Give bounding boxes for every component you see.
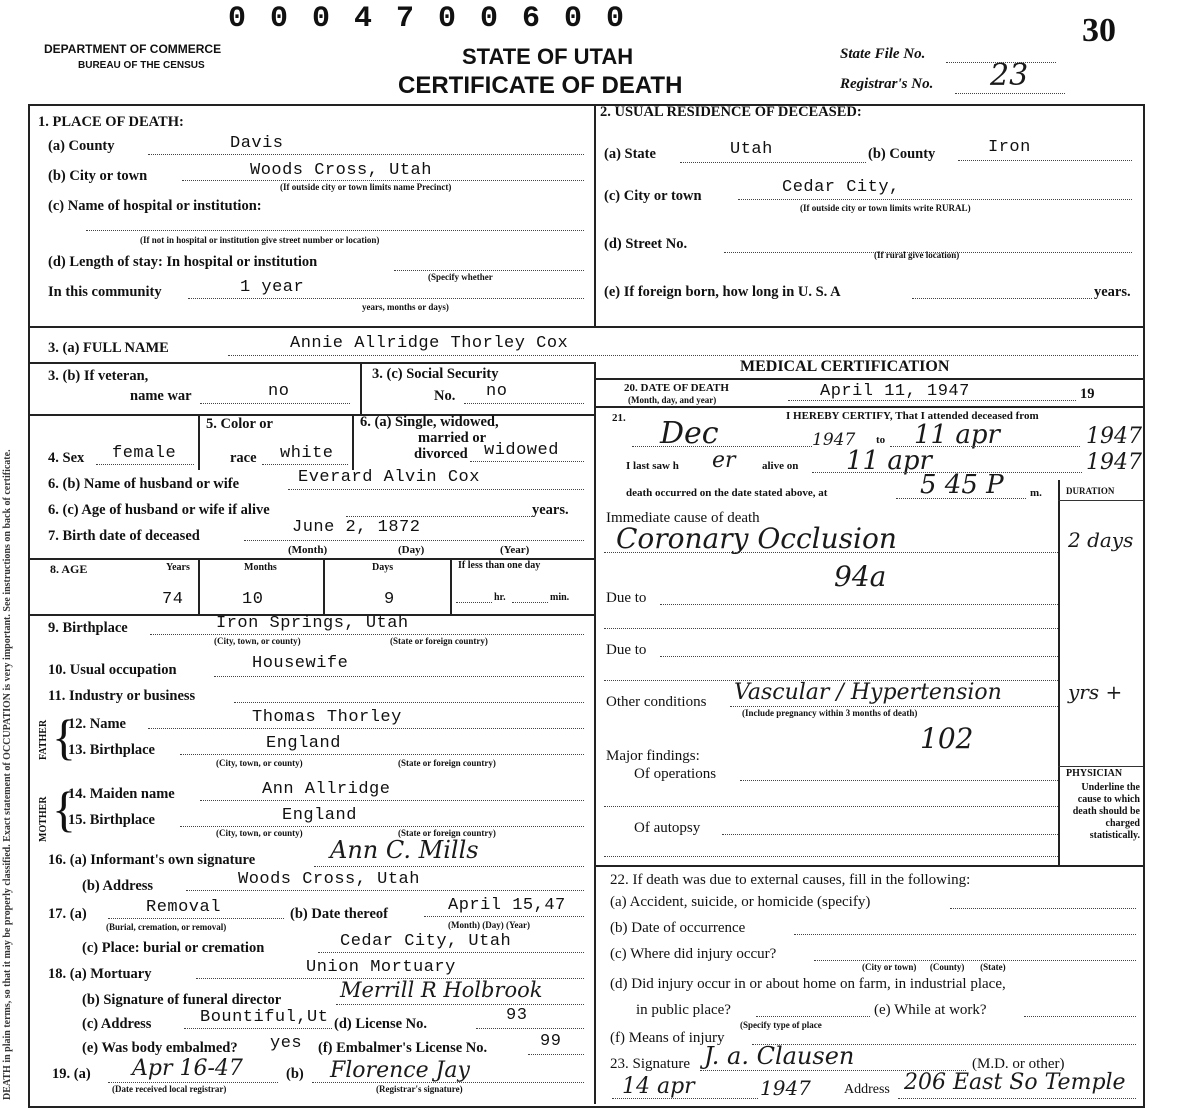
injury-place-label: (d) Did injury occur in or about home on farm, in industrial place, [610,976,1006,992]
informant-signature: Ann C. Mills [330,836,479,864]
race-line [262,464,348,465]
injury-location-note: (City or town) (County) (State) [862,962,1006,972]
age-years-value: 74 [162,590,184,609]
res-county-line [958,160,1132,161]
physician-address-label: Address [844,1082,890,1097]
community-value: 1 year [240,278,305,297]
physician-sig-year: 1947 [760,1076,811,1100]
mother-bp-state-note: (State or foreign country) [398,828,496,838]
injury-location-label: (c) Where did injury occur? [610,946,777,962]
informant-address-line [186,890,584,891]
father-bp-label: 13. Birthplace [68,742,155,758]
mother-bp-value: England [282,806,357,825]
veteran-label: 3. (b) If veteran, [48,368,149,384]
director-label: (b) Signature of funeral director [82,992,282,1008]
marital-line [470,461,584,462]
age-days-value: 9 [384,590,395,609]
spouse-age-line [346,516,532,517]
father-tag: FATHER [38,719,49,760]
physician-header-line [1058,766,1143,767]
birthplace-label: 9. Birthplace [48,620,128,636]
disposition-value: Removal [146,898,221,917]
major-findings-label: Major findings: [606,748,700,764]
ss-no-label: No. [434,388,456,404]
ss-value: no [486,382,508,401]
license-label: (d) License No. [334,1016,428,1032]
informant-address-label: (b) Address [82,878,154,894]
other-conditions-line [730,706,1058,707]
marital-label-3: divorced [414,446,468,462]
other-conditions-duration: yrs + [1068,680,1123,704]
license-line [476,1028,584,1029]
received-note: (Date received local registrar) [112,1084,227,1094]
attended-from-year: 1947 [812,430,856,450]
age-min-label: min. [550,592,570,603]
res-county-value: Iron [988,138,1031,157]
duration-col [1058,480,1060,865]
attended-to-year: 1947 [1086,424,1142,449]
disposition-label: 17. (a) [48,906,87,922]
cause-code-2: 102 [920,722,974,755]
disposition-line [108,918,284,919]
color-label: 5. Color or [206,416,273,432]
alive-year: 1947 [1086,450,1142,475]
birthplace-value: Iron Springs, Utah [216,614,409,633]
full-name-line [228,355,1138,356]
mother-name-label: 14. Maiden name [68,786,175,802]
registrar-no-label: Registrar's No. [840,76,934,92]
last-saw-label: I last saw h [626,460,679,472]
director-line [336,1004,584,1005]
age-hr-label: hr. [494,592,506,603]
death-county-line [148,154,584,155]
birthplace-state-note: (State or foreign country) [390,636,488,646]
divider-4-5 [198,414,200,470]
death-time-label: death occurred on the date stated above, at [626,487,828,499]
other-conditions-label: Other conditions [606,694,707,710]
war-value: no [268,382,290,401]
bureau-label: BUREAU OF THE CENSUS [78,60,205,71]
divider-medical-title [594,378,1143,380]
embalmed-label: (e) Was body embalmed? [82,1040,238,1056]
autopsy-label: Of autopsy [634,820,701,836]
dod-note: (Month, day, and year) [628,395,717,405]
dod-line [788,400,1076,401]
stay-line [394,270,584,271]
operations-line-2 [604,806,1058,807]
spouse-line [288,489,584,490]
injury-public-label: in public place? [636,1002,731,1018]
operations-label: Of operations [634,766,717,782]
ss-line [464,403,584,404]
birth-value: June 2, 1872 [292,518,421,537]
autopsy-line [722,834,1058,835]
burial-place-label: (c) Place: burial or cremation [82,940,265,956]
father-name-value: Thomas Thorley [252,708,402,727]
immediate-cause-value: Coronary Occlusion [616,522,897,555]
disposition-note: (Burial, cremation, or removal) [106,922,227,932]
registrar-no-value: 23 [990,58,1029,93]
burial-place-line [318,952,584,953]
registrar-sig-line [312,1082,584,1083]
embalmer-license-line [528,1054,584,1055]
death-city-value: Woods Cross, Utah [250,161,432,180]
birth-line [244,540,584,541]
hospital-label: (c) Name of hospital or institution: [48,198,262,214]
medical-title: MEDICAL CERTIFICATION [740,358,950,375]
disposition-date-label: (b) Date thereof [290,906,388,922]
at-work-line [1024,1016,1136,1017]
occupation-label: 10. Usual occupation [48,662,177,678]
due-to-1-label: Due to [606,590,647,606]
received-date: Apr 16-47 [132,1056,243,1081]
mother-name-value: Ann Allridge [262,780,391,799]
serial-number: 0 0 0 4 7 0 0 6 0 0 [228,2,628,36]
disposition-date-line [424,916,584,917]
mother-bp-city-note: (City, town, or county) [216,828,303,838]
age-less-header: If less than one day [458,560,541,571]
attended-to: 11 apr [914,420,1000,450]
mother-name-line [200,800,584,801]
age-days-header: Days [372,562,394,573]
injury-location-line [814,960,1136,961]
father-bp-line [180,754,584,755]
full-name-label: 3. (a) FULL NAME [48,340,169,356]
birth-label: 7. Birth date of deceased [48,528,200,544]
age-months-value: 10 [242,590,264,609]
occurrence-date-label: (b) Date of occurrence [610,920,746,936]
res-city-label: (c) City or town [604,188,702,204]
death-city-note: (If outside city or town limits name Precinct) [280,182,452,192]
divider-3b-3c [360,362,362,414]
res-county-label: (b) County [868,146,936,162]
stay-specify: (Specify whether [428,272,493,282]
marital-value: widowed [484,441,559,460]
race-label: race [230,450,257,466]
birthplace-city-note: (City, town, or county) [214,636,301,646]
age-col-1 [198,558,200,614]
registrar-no-line [955,93,1065,94]
duration-header-line [1058,500,1143,501]
attended-to-label: to [876,434,886,446]
death-city-line [182,180,584,181]
place-of-death-title: 1. PLACE OF DEATH: [38,114,184,130]
father-bp-value: England [266,734,341,753]
received-label: 19. (a) [52,1066,91,1082]
immediate-cause-line [604,552,1058,553]
physician-md-label: (M.D. or other) [972,1056,1065,1072]
autopsy-line-2 [604,856,1058,857]
embalmed-value: yes [270,1034,303,1053]
community-label: In this community [48,284,162,300]
birth-year-note: (Year) [500,544,530,556]
license-value: 93 [506,1006,528,1025]
birth-month-note: (Month) [288,544,328,556]
informant-line [314,866,584,867]
death-county-label: (a) County [48,138,115,154]
sex-line [96,464,194,465]
death-time-value: 5 45 P [920,470,1004,500]
disposition-date-value: April 15,47 [448,896,566,915]
physician-sig-label: 23. Signature [610,1056,690,1072]
spouse-age-years: years. [532,502,569,518]
state-title: STATE OF UTAH [462,44,634,69]
physician-sig-date: 14 apr [622,1074,695,1099]
sex-value: female [112,444,177,463]
injury-public-note: (Specify type of place [740,1020,822,1030]
burial-place-value: Cedar City, Utah [340,932,512,951]
death-county-value: Davis [230,134,284,153]
attended-from-line [632,446,812,447]
full-name-value: Annie Allridge Thorley Cox [290,334,569,353]
mother-tag: MOTHER [38,796,49,842]
received-line [108,1082,278,1083]
director-signature: Merrill R Holbrook [340,978,543,1002]
physician-note: Underline the cause to which death should be charged statistically. [1072,782,1140,841]
res-state-value: Utah [730,140,773,159]
occupation-line [214,676,584,677]
res-street-label: (d) Street No. [604,236,688,252]
due-to-2-label: Due to [606,642,647,658]
mortuary-label: 18. (a) Mortuary [48,966,152,982]
foreign-years: years. [1094,284,1131,300]
foreign-line [912,298,1092,299]
mortuary-address-line [184,1028,332,1029]
age-col-3 [450,558,452,614]
certificate-title: CERTIFICATE OF DEATH [398,72,683,99]
informant-address-value: Woods Cross, Utah [238,870,420,889]
industry-line [234,702,584,703]
res-city-value: Cedar City, [782,178,900,197]
cause-code-1: 94a [834,560,887,593]
spouse-label: 6. (b) Name of husband or wife [48,476,240,492]
mortuary-value: Union Mortuary [306,958,456,977]
due-to-1b-line [604,628,1058,629]
war-line [200,403,350,404]
attended-from: Dec [660,416,719,451]
physician-address-line [898,1098,1136,1099]
father-bp-city-note: (City, town, or county) [216,758,303,768]
divider-section-4 [28,414,594,416]
center-divider-lower [594,362,596,1104]
divider-5-6 [352,414,354,470]
res-street-note: (If rural give location) [874,250,960,260]
divider-3b [28,362,594,364]
death-time-m: m. [1030,487,1042,499]
due-to-1-line [660,604,1058,605]
external-causes-title: 22. If death was due to external causes, fill in the following: [610,872,971,888]
physician-signature: J. a. Clausen [704,1042,855,1070]
residence-title: 2. USUAL RESIDENCE OF DECEASED: [600,104,862,120]
other-conditions-value: Vascular / Hypertension [734,680,1002,705]
community-line [188,298,584,299]
physician-address: 206 East So Temple [904,1070,1126,1095]
center-divider [594,104,596,326]
registrar-signature: Florence Jay [330,1058,470,1083]
birthplace-line [150,634,584,635]
duration-header: DURATION [1066,486,1115,496]
war-label: name war [130,388,192,404]
age-years-header: Years [166,562,190,573]
res-city-line [738,199,1132,200]
stay-label: (d) Length of stay: In hospital or institution [48,254,318,270]
mortuary-address-label: (c) Address [82,1016,152,1032]
embalmer-license-label: (f) Embalmer's License No. [318,1040,488,1056]
accident-label: (a) Accident, suicide, or homicide (specify) [610,894,871,910]
alive-date: 11 apr [846,446,932,476]
margin-instructions: DEATH in plain terms, so that it may be properly classified. Exact statement of OCCUPATION is very important. See instructions on back of certificate. [2,449,13,1100]
spouse-age-label: 6. (c) Age of husband or wife if alive [48,502,270,518]
dod-suffix: 19 [1080,386,1095,402]
dod-value: April 11, 1947 [820,382,970,401]
marital-label-1: 6. (a) Single, widowed, [360,414,499,430]
foreign-label: (e) If foreign born, how long in U. S. A [604,284,841,300]
informant-label: 16. (a) Informant's own signature [48,852,256,868]
birth-day-note: (Day) [398,544,425,556]
age-min-line [512,602,548,603]
injury-public-line [756,1016,870,1017]
occupation-value: Housewife [252,654,349,673]
hospital-line [86,230,584,231]
disposition-date-note: (Month) (Day) (Year) [448,920,530,930]
embalmer-license-value: 99 [540,1032,562,1051]
physician-header: PHYSICIAN [1066,768,1123,779]
race-value: white [280,444,334,463]
hospital-note: (If not in hospital or institution give street number or location) [140,235,380,245]
father-name-line [148,728,584,729]
certify-number: 21. [612,412,626,424]
divider-section-3 [28,326,1143,328]
due-to-2-line [660,656,1058,657]
father-name-label: 12. Name [68,716,126,732]
res-state-line [680,162,866,163]
dod-label: 20. DATE OF DEATH [624,382,729,394]
ss-label: 3. (c) Social Security [372,366,499,382]
certify-text: I HEREBY CERTIFY, That I attended deceased from [786,410,1039,422]
spouse-value: Everard Alvin Cox [298,468,480,487]
age-col-2 [323,558,325,614]
at-work-label: (e) While at work? [874,1002,987,1018]
page-number: 30 [1082,12,1116,49]
age-hr-line [456,602,492,603]
death-city-label: (b) City or town [48,168,148,184]
age-label: 8. AGE [50,562,88,576]
divider-section-20 [594,406,1143,408]
age-months-header: Months [244,562,277,573]
community-note: years, months or days) [362,302,449,312]
department-label: DEPARTMENT OF COMMERCE [44,42,222,56]
last-saw-value: er [712,448,736,473]
means-injury-label: (f) Means of injury [610,1030,725,1046]
accident-line [950,908,1136,909]
state-file-label: State File No. [840,46,926,62]
immediate-cause-label: Immediate cause of death [606,510,760,526]
sex-label: 4. Sex [48,450,85,466]
marital-label-2: married or [418,430,487,446]
industry-label: 11. Industry or business [48,688,196,704]
mother-brace: { [52,781,76,837]
divider-section-22 [594,865,1143,867]
immediate-cause-duration: 2 days [1068,528,1134,552]
operations-line [740,780,1058,781]
alive-label: alive on [762,460,799,472]
father-brace: { [52,709,76,765]
res-city-note: (If outside city or town limits write RURAL) [800,203,971,213]
registrar-sig-label: (b) [286,1066,304,1082]
mother-bp-line [180,826,584,827]
physician-sig-date-line [612,1098,758,1099]
occurrence-date-line [794,934,1136,935]
death-time-line [896,498,1026,499]
father-bp-state-note: (State or foreign country) [398,758,496,768]
mortuary-address-value: Bountiful,Ut [200,1008,329,1027]
registrar-sig-note: (Registrar's signature) [376,1084,463,1094]
res-state-label: (a) State [604,146,656,162]
mother-bp-label: 15. Birthplace [68,812,155,828]
pregnancy-note: (Include pregnancy within 3 months of death) [742,708,918,718]
